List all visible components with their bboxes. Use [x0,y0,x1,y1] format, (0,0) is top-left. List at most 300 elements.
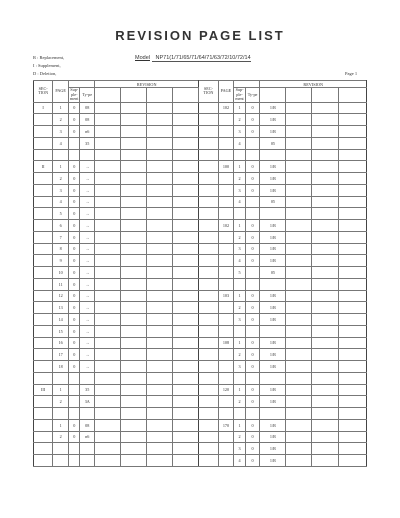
cell-type-left: → [80,220,95,232]
cell-type-left [80,372,95,384]
cell-rev-left [121,231,147,243]
cell-rev-left [147,384,173,396]
table-row [34,267,367,279]
cell-rev-left [95,149,121,161]
cell-page-right: 120 [218,384,234,396]
cell-rev-right [338,337,367,349]
cell-rev-right [338,184,367,196]
cell-page-left: 12 [53,290,69,302]
cell-supp-right [234,278,245,290]
table-row [34,372,367,384]
cell-section-right [199,290,218,302]
cell-section-left [34,455,53,467]
cell-rev-left [147,220,173,232]
cell-rev-right [338,349,367,361]
cell-rev-left [121,137,147,149]
cell-supp-right [234,149,245,161]
cell-rev1-right: 1/R [260,255,286,267]
cell-page-right [218,173,234,185]
cell-rev-left [121,314,147,326]
cell-rev-left [95,455,121,467]
cell-section-left [34,408,53,420]
cell-rev-left [173,173,199,185]
cell-type-left: 08 [80,419,95,431]
cell-supp-left: 0 [69,255,80,267]
cell-rev-right [312,314,338,326]
cell-type-left: → [80,278,95,290]
cell-page-left: 2 [53,396,69,408]
cell-section-left [34,349,53,361]
cell-rev-left [147,290,173,302]
cell-rev-left [173,267,199,279]
table-row [34,137,367,149]
col-supp-left: Sup-ple-ment [70,87,79,101]
cell-rev-left [95,231,121,243]
cell-rev-right [286,455,312,467]
cell-rev-right [286,443,312,455]
cell-page-right [218,455,234,467]
cell-section-right [199,231,218,243]
cell-rev-right [312,372,338,384]
cell-page-left: 13 [53,302,69,314]
cell-rev-left [147,443,173,455]
table-header-row [34,81,367,88]
cell-type-left: → [80,208,95,220]
cell-type-left: → [80,314,95,326]
cell-rev1-right [260,408,286,420]
cell-rev-left [173,290,199,302]
cell-section-left [34,372,53,384]
model-value: NP71(1/71/65/71/64/71/63/72/10/72/14 [152,55,251,62]
cell-rev-left [95,184,121,196]
cell-supp-left: 0 [69,126,80,138]
cell-rev-right [286,114,312,126]
cell-rev-right [286,361,312,373]
cell-page-right [218,396,234,408]
cell-rev1-right: 1/R [260,349,286,361]
cell-supp-right: 2 [234,114,245,126]
cell-rev-right [312,443,338,455]
cell-rev-right [286,255,312,267]
cell-rev-left [173,149,199,161]
cell-rev-right [338,302,367,314]
cell-rev-right [286,231,312,243]
cell-type-left: → [80,161,95,173]
cell-page-left: 2 [53,173,69,185]
table-row [34,255,367,267]
cell-rev-right [338,220,367,232]
cell-rev-right [286,396,312,408]
cell-rev-right [286,372,312,384]
cell-rev1-right: 1/R [260,161,286,173]
cell-type-left: → [80,325,95,337]
table-row [34,325,367,337]
cell-supp-left: 0 [69,208,80,220]
cell-page-left [53,372,69,384]
cell-rev1-right: 1/R [260,184,286,196]
cell-rev-left [95,208,121,220]
col-supp-right: Sup-ple-ment [235,87,244,101]
cell-rev-left [173,325,199,337]
cell-rev-right [312,337,338,349]
table-row [34,337,367,349]
cell-rev-right [286,290,312,302]
cell-type-left: → [80,337,95,349]
table-row [34,208,367,220]
cell-type-left: n6 [80,126,95,138]
cell-section-right [199,302,218,314]
col-revision-group-right: REVISION [260,81,367,88]
cell-section-right [199,349,218,361]
cell-rev1-right: 1/R [260,419,286,431]
cell-rev-left [95,267,121,279]
cell-rev-left [95,102,121,114]
table-row [34,126,367,138]
cell-rev1-right [260,278,286,290]
cell-rev-left [147,361,173,373]
col-rev-2-right [286,88,312,103]
cell-section-left [34,302,53,314]
cell-rev-right [312,173,338,185]
cell-section-right [199,208,218,220]
cell-page-right [218,267,234,279]
cell-rev1-right: 1/R [260,114,286,126]
cell-rev-left [95,137,121,149]
cell-rev-right [338,267,367,279]
cell-type-right: 0 [245,231,260,243]
cell-type-left [80,408,95,420]
cell-rev-left [147,302,173,314]
cell-rev-left [147,173,173,185]
col-rev-1-right [260,88,286,103]
cell-rev-left [95,126,121,138]
cell-type-right: 0 [245,349,260,361]
cell-type-right [245,149,260,161]
cell-type-right: 0 [245,126,260,138]
cell-section-left [34,149,53,161]
cell-rev-left [95,314,121,326]
cell-rev1-right: 1/R [260,337,286,349]
cell-rev-right [338,384,367,396]
col-page-left: PAGE [53,81,69,103]
cell-rev-left [121,443,147,455]
cell-rev-left [147,102,173,114]
cell-page-left: 7 [53,231,69,243]
cell-page-right [218,231,234,243]
cell-rev-left [147,267,173,279]
cell-rev1-right: 1/R [260,231,286,243]
col-revision-sub-right [234,81,260,88]
cell-section-left: II [34,161,53,173]
cell-rev-left [147,419,173,431]
cell-rev-left [121,184,147,196]
cell-type-right [245,408,260,420]
cell-rev1-right: 1/R [260,102,286,114]
cell-supp-right: 2 [234,173,245,185]
cell-rev-left [95,325,121,337]
cell-page-right [218,255,234,267]
cell-rev-left [147,255,173,267]
cell-section-left [34,184,53,196]
cell-section-right [199,126,218,138]
cell-rev-right [312,208,338,220]
cell-supp-right: 5 [234,267,245,279]
cell-type-left: 35 [80,384,95,396]
cell-rev-left [121,419,147,431]
cell-supp-right [234,408,245,420]
cell-rev1-right: 1/R [260,173,286,185]
cell-page-right: 170 [218,419,234,431]
table-row [34,349,367,361]
cell-section-right [199,396,218,408]
cell-type-left [80,455,95,467]
cell-section-right [199,137,218,149]
cell-supp-left: 0 [69,243,80,255]
cell-page-right: 108 [218,337,234,349]
cell-rev-left [121,302,147,314]
cell-rev-left [121,196,147,208]
cell-rev-right [286,149,312,161]
cell-supp-right: 3 [234,243,245,255]
cell-section-left [34,126,53,138]
cell-rev-left [95,443,121,455]
cell-rev1-right: 05 [260,137,286,149]
cell-rev-right [312,349,338,361]
cell-rev-left [147,208,173,220]
cell-type-right: 0 [245,255,260,267]
cell-rev-right [312,243,338,255]
col-section-right: SEC-TION [199,81,218,103]
cell-page-right [218,314,234,326]
cell-rev-left [121,243,147,255]
cell-rev-left [173,196,199,208]
cell-rev-right [312,419,338,431]
cell-rev-right [312,325,338,337]
cell-section-right [199,419,218,431]
cell-rev-left [173,137,199,149]
cell-rev-right [338,114,367,126]
cell-type-left: → [80,243,95,255]
cell-section-left [34,220,53,232]
cell-supp-left [69,137,80,149]
cell-section-left [34,267,53,279]
cell-type-left: 35 [80,137,95,149]
col-rev-2-left [121,88,147,103]
cell-page-left: 1 [53,384,69,396]
cell-section-left [34,255,53,267]
cell-type-right [245,208,260,220]
cell-rev-left [173,314,199,326]
cell-section-right [199,173,218,185]
cell-rev-right [338,231,367,243]
cell-type-right [245,196,260,208]
cell-rev-right [338,372,367,384]
cell-rev1-right: 1/R [260,314,286,326]
cell-type-left: → [80,231,95,243]
cell-rev1-right: 1/R [260,431,286,443]
cell-rev-left [173,455,199,467]
table-row [34,455,367,467]
cell-page-right [218,431,234,443]
cell-rev-left [147,337,173,349]
cell-rev-left [173,419,199,431]
cell-section-right [199,102,218,114]
cell-section-left: I [34,102,53,114]
cell-type-right [245,325,260,337]
cell-section-left [34,361,53,373]
cell-section-right [199,455,218,467]
cell-rev1-right [260,325,286,337]
table-row [34,149,367,161]
cell-page-left: 17 [53,349,69,361]
cell-page-right: 102 [218,220,234,232]
cell-rev1-right: 1/R [260,243,286,255]
cell-rev-left [121,396,147,408]
cell-rev-right [338,137,367,149]
cell-rev-left [95,419,121,431]
cell-supp-right: 1 [234,102,245,114]
cell-rev-right [338,419,367,431]
cell-rev-right [286,314,312,326]
col-rev-4-right [338,88,367,103]
cell-page-left: 5 [53,208,69,220]
cell-rev-right [312,302,338,314]
cell-supp-right [234,325,245,337]
table-row [34,443,367,455]
cell-type-right: 0 [245,102,260,114]
cell-rev-right [312,220,338,232]
col-revision-sub-left [69,81,95,88]
cell-section-left [34,419,53,431]
cell-rev-left [147,431,173,443]
cell-supp-right: 2 [234,231,245,243]
table-body [34,102,367,466]
cell-page-right [218,302,234,314]
cell-rev1-right: 1/R [260,290,286,302]
cell-supp-right: 1 [234,220,245,232]
cell-supp-right: 4 [234,196,245,208]
cell-type-right: 0 [245,455,260,467]
cell-rev-left [173,184,199,196]
cell-supp-left [69,372,80,384]
cell-supp-right: 1 [234,384,245,396]
cell-section-left [34,196,53,208]
cell-rev1-right: 1/R [260,361,286,373]
table-row [34,102,367,114]
cell-type-left: → [80,349,95,361]
cell-rev-right [338,443,367,455]
cell-page-left: 14 [53,314,69,326]
cell-rev-right [312,231,338,243]
cell-section-left [34,243,53,255]
cell-page-left: 8 [53,243,69,255]
cell-rev-left [173,443,199,455]
cell-supp-right: 3 [234,361,245,373]
cell-supp-left: 0 [69,431,80,443]
cell-page-left: 1 [53,102,69,114]
cell-supp-left [69,396,80,408]
cell-rev-right [338,255,367,267]
cell-rev-right [312,196,338,208]
cell-rev-left [173,126,199,138]
cell-section-right [199,325,218,337]
cell-rev-left [147,408,173,420]
cell-rev-left [121,208,147,220]
cell-supp-left: 0 [69,102,80,114]
cell-supp-left: 0 [69,337,80,349]
cell-type-right: 0 [245,243,260,255]
cell-section-right [199,431,218,443]
table-row [34,431,367,443]
cell-section-right [199,314,218,326]
cell-rev1-right: 1/R [260,384,286,396]
cell-page-right [218,114,234,126]
cell-rev-left [147,196,173,208]
cell-rev-right [286,208,312,220]
cell-section-right [199,114,218,126]
col-rev-3-right [312,88,338,103]
cell-rev-right [286,408,312,420]
cell-rev-left [173,102,199,114]
cell-supp-right: 4 [234,137,245,149]
cell-page-right [218,408,234,420]
cell-rev-left [147,243,173,255]
cell-section-right [199,384,218,396]
cell-rev-left [95,290,121,302]
cell-supp-right [234,372,245,384]
cell-page-left [53,149,69,161]
cell-rev-right [286,349,312,361]
cell-rev-right [286,337,312,349]
cell-supp-left [69,455,80,467]
cell-rev-left [173,278,199,290]
col-rev-3-left [147,88,173,103]
cell-page-left [53,408,69,420]
cell-page-right [218,372,234,384]
cell-rev-left [121,255,147,267]
cell-page-left: 15 [53,325,69,337]
table-row [34,408,367,420]
cell-rev-left [173,372,199,384]
cell-rev-left [121,325,147,337]
cell-rev-left [95,255,121,267]
cell-type-left: → [80,173,95,185]
cell-type-left: → [80,290,95,302]
cell-rev1-right: 1/R [260,302,286,314]
cell-section-right [199,408,218,420]
cell-type-right: 0 [245,361,260,373]
table-row [34,184,367,196]
cell-type-left: → [80,255,95,267]
cell-page-left: 11 [53,278,69,290]
cell-rev-right [338,196,367,208]
cell-rev-left [121,173,147,185]
cell-rev-left [95,431,121,443]
cell-rev-left [173,349,199,361]
cell-rev-right [338,290,367,302]
cell-rev-right [312,184,338,196]
cell-type-right: 0 [245,384,260,396]
cell-page-left: 1 [53,161,69,173]
cell-rev1-right: 1/R [260,126,286,138]
cell-rev-left [95,196,121,208]
cell-page-right [218,126,234,138]
cell-rev-right [338,243,367,255]
model-label: Model [135,55,150,61]
cell-rev-right [286,196,312,208]
cell-rev-left [147,126,173,138]
cell-page-left: 6 [53,220,69,232]
